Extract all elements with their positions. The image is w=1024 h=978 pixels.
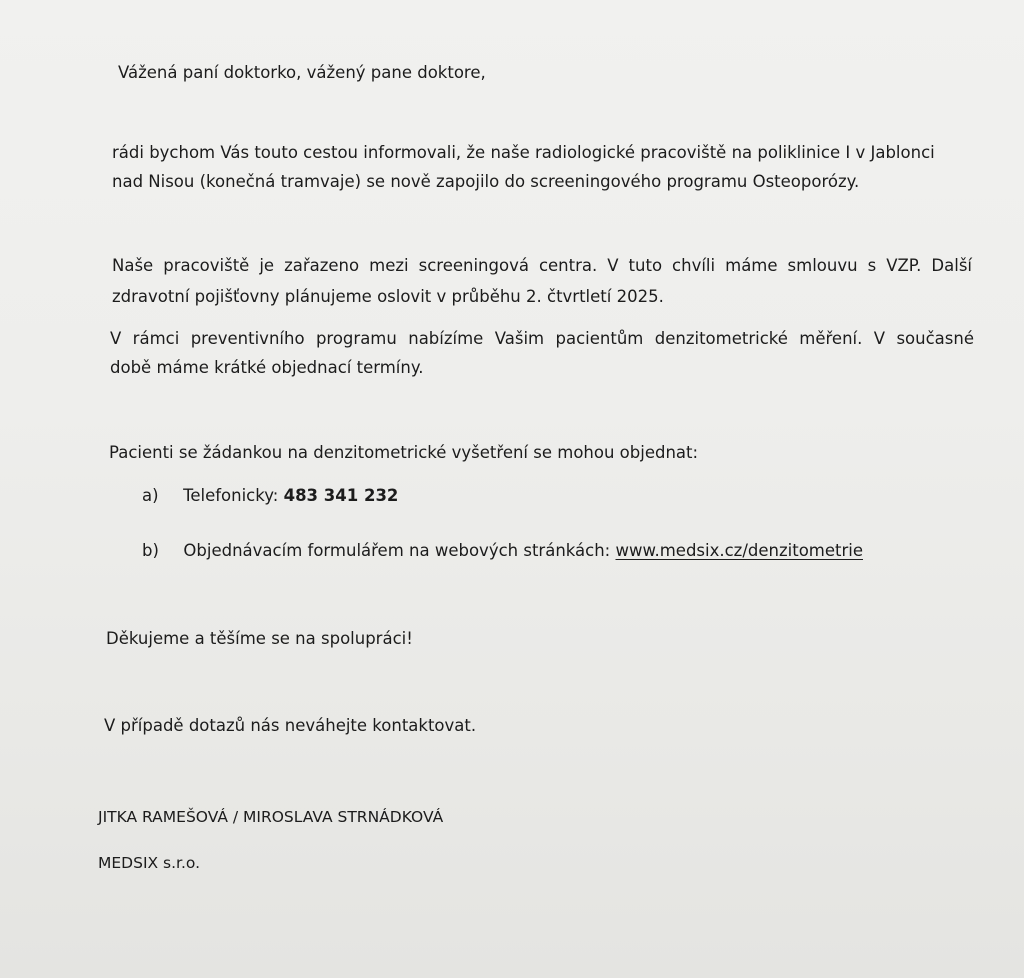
booking-intro: Pacienti se žádankou na denzitometrické vyšetření se mohou objednat:	[109, 443, 699, 462]
option-a-label: Telefonicky:	[183, 486, 279, 505]
paragraph-1-line-1: rádi bychom Vás touto cestou informovali, že naše radiologické pracoviště na poliklinice I v Jablonci	[112, 143, 935, 162]
thanks-line: Děkujeme a těšíme se na spolupráci!	[106, 629, 413, 648]
paragraph-3-line-2: době máme krátké objednací termíny.	[110, 358, 424, 377]
paragraph-2-line-2: zdravotní pojišťovny plánujeme oslovit v průběhu 2. čtvrtletí 2025.	[112, 287, 664, 306]
company-name: MEDSIX s.r.o.	[98, 854, 201, 872]
booking-url-link[interactable]: www.medsix.cz/denzitometrie	[615, 541, 863, 560]
greeting: Vážená paní doktorko, vážený pane doktore,	[118, 63, 486, 82]
paragraph-1-line-2: nad Nisou (konečná tramvaje) se nově zapojilo do screeningového programu Osteoporózy.	[112, 172, 860, 191]
option-b-marker: b)	[142, 541, 159, 560]
contact-line: V případě dotazů nás neváhejte kontaktovat.	[104, 716, 477, 735]
option-a-marker: a)	[142, 486, 159, 505]
option-b-label: Objednávacím formulářem na webových stránkách:	[183, 541, 611, 560]
paragraph-3-line-1: V rámci preventivního programu nabízíme Vašim pacientům denzitometrické měření. V současné	[110, 329, 974, 348]
phone-number[interactable]: 483 341 232	[283, 486, 399, 505]
paragraph-2-line-1: Naše pracoviště je zařazeno mezi screeningová centra. V tuto chvíli máme smlouvu s VZP. Další	[112, 256, 972, 275]
option-b	[142, 537, 863, 565]
signatories: JITKA RAMEŠOVÁ / MIROSLAVA STRNÁDKOVÁ	[98, 808, 444, 826]
option-a	[142, 482, 398, 510]
